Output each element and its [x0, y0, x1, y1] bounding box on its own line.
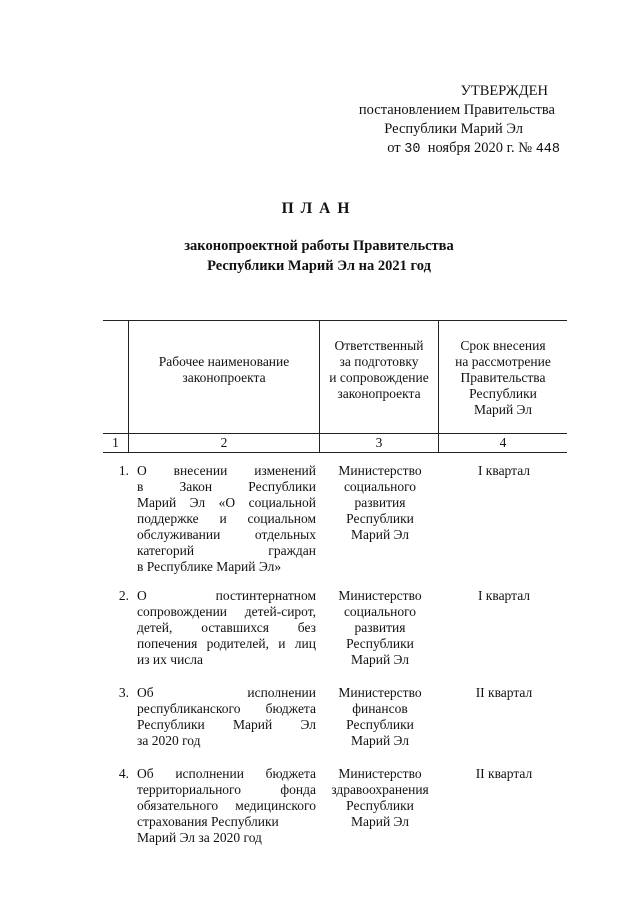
row-term: II квартал: [475, 685, 533, 700]
subtitle-line-2: Республики Марий Эл на 2021 год: [207, 258, 431, 274]
row-term: I квартал: [477, 588, 531, 603]
plan-subtitle: [0, 236, 638, 276]
header-mid-border: [103, 433, 567, 434]
row-responsible: Министерство социального развития Республики Марий Эл: [338, 588, 422, 667]
col-number-3: 3: [375, 435, 383, 450]
decree-number: 448: [535, 142, 560, 157]
row-name: Об исполнении республиканского бюджета Республики Марий Эл за 2020 год: [137, 685, 316, 748]
row-responsible: Министерство социального развития Республики Марий Эл: [338, 463, 422, 542]
header-bottom-border: [103, 452, 567, 453]
row-responsible: Министерство здравоохранения Республики Марий Эл: [331, 766, 429, 829]
row-term: I квартал: [477, 463, 531, 478]
row-number: 1.: [118, 463, 129, 478]
approval-line-3: Республики Марий Эл: [384, 121, 523, 137]
col-divider-1: [128, 320, 129, 453]
row-term: II квартал: [475, 766, 533, 781]
row-number: 3.: [118, 685, 129, 700]
row-name: Об исполнении бюджета территориального фонда обязательного медицинского страхования Республики Марий Эл за 2020 год: [137, 766, 316, 845]
table-header: [103, 320, 567, 455]
row-responsible: Министерство финансов Республики Марий Эл: [338, 685, 422, 748]
approval-block: [330, 82, 600, 159]
plan-title: ПЛАН: [281, 200, 357, 217]
approval-heading: УТВЕРЖДЕН: [460, 83, 548, 99]
date-day: 30: [404, 142, 421, 157]
number-sign: №: [518, 140, 533, 156]
date-prefix: от: [387, 140, 401, 156]
header-top-border: [103, 320, 567, 321]
col-number-2: 2: [220, 435, 228, 450]
col-number-4: 4: [499, 435, 507, 450]
subtitle-line-1: законопроектной работы Правительства: [184, 238, 454, 254]
header-col-3: Ответственный за подготовку и сопровождение законопроекта: [329, 338, 429, 401]
header-col-2: Рабочее наименование законопроекта: [158, 354, 290, 385]
approval-date-line: [330, 139, 600, 159]
col-number-1: 1: [112, 435, 119, 450]
row-name: О постинтернатном сопровождении детей-сирот, детей, оставшихся без попечения родителей, и лиц из их числа: [137, 588, 316, 667]
date-rest: ноября 2020 г.: [427, 140, 515, 156]
row-name: О внесении изменений в Закон Республики Марий Эл «О социальной поддержке и социальном обслуживании отдельных категорий граждан в Республике Марий Эл»: [137, 463, 316, 574]
row-number: 2.: [118, 588, 129, 603]
approval-line-2: постановлением Правительства: [358, 102, 555, 118]
row-number: 4.: [118, 766, 129, 781]
header-col-4: Срок внесения на рассмотрение Правительства Республики Марий Эл: [455, 338, 551, 417]
